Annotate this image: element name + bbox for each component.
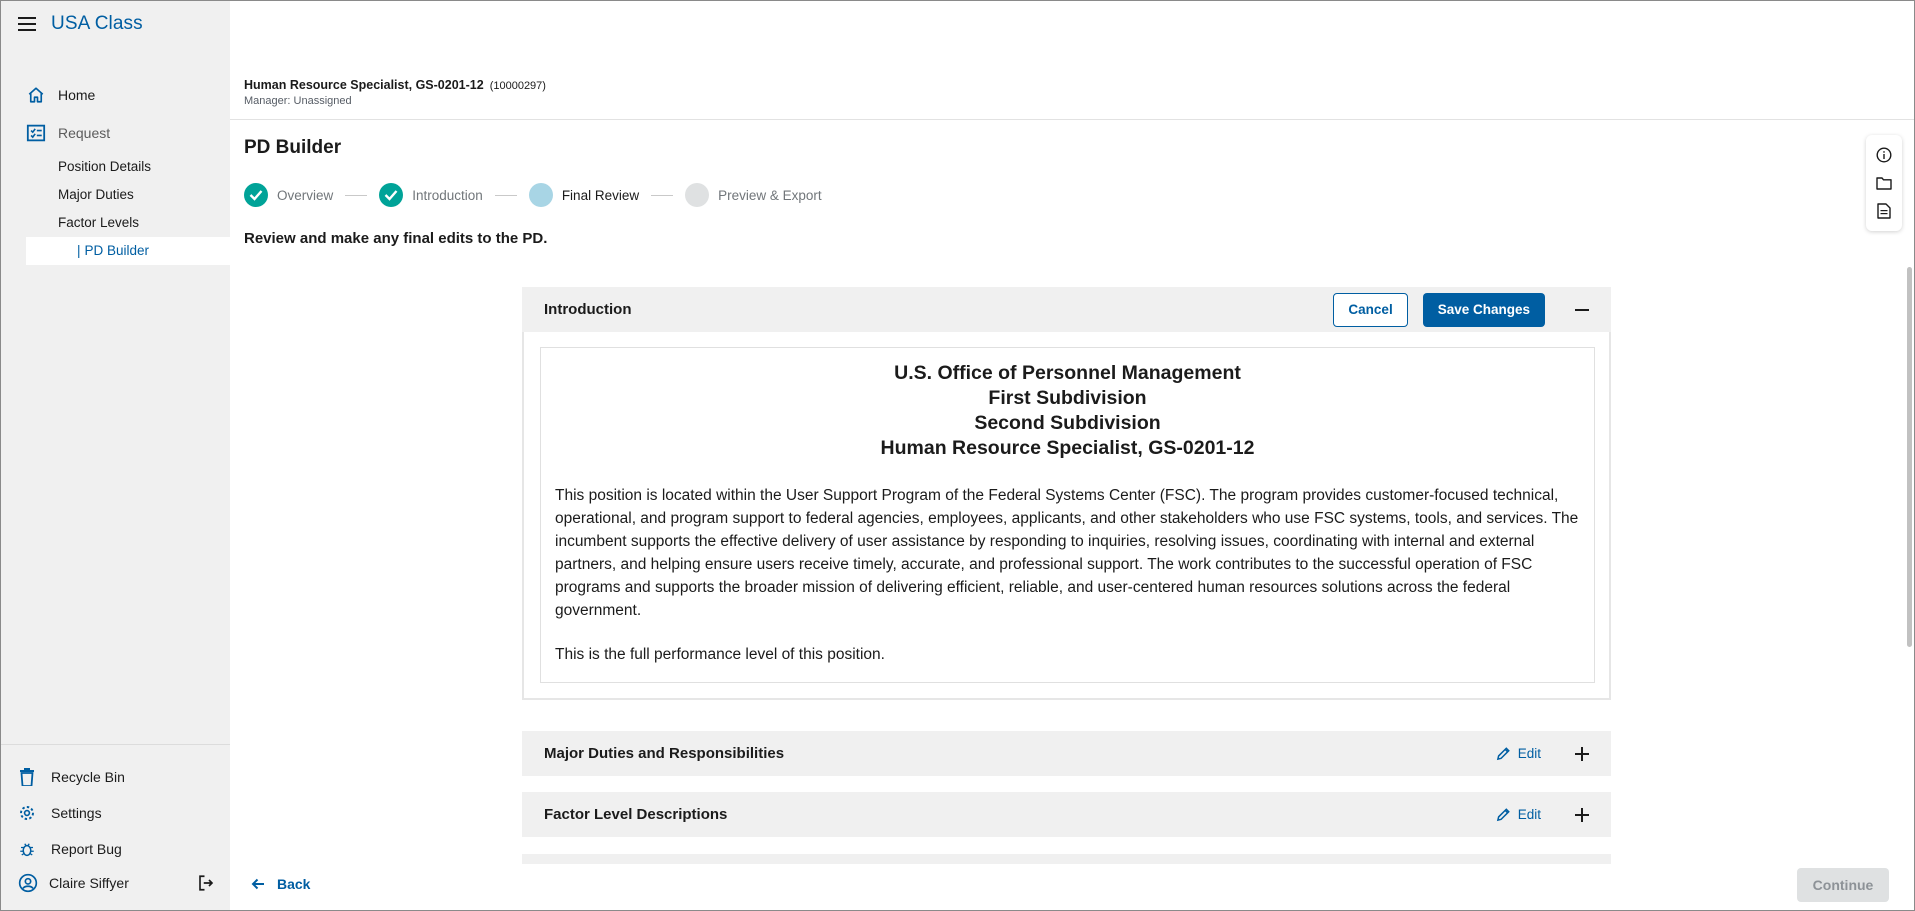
section-actions — [1496, 806, 1591, 824]
step-final-review[interactable] — [529, 183, 639, 207]
user-name: Claire Siffyer — [49, 875, 129, 891]
nav-item-home[interactable] — [1, 81, 230, 109]
nav-item-label: Settings — [51, 805, 102, 821]
back-button[interactable] — [251, 876, 310, 892]
document-icon[interactable] — [1874, 201, 1894, 221]
org-line: Human Resource Specialist, GS-0201-12 — [880, 437, 1255, 459]
edit-label: Edit — [1517, 807, 1541, 822]
org-line: First Subdivision — [988, 387, 1147, 409]
app-title[interactable]: USA Class — [51, 13, 143, 34]
main-nav — [1, 81, 230, 265]
position-name: Human Resource Specialist, GS-0201-12 — [244, 78, 484, 92]
step-label: Introduction — [412, 187, 483, 203]
step-separator — [495, 195, 517, 196]
current-step-icon — [529, 183, 553, 207]
gear-icon — [17, 803, 37, 823]
edit-label: Edit — [1517, 746, 1541, 761]
instruction-text: Review and make any final edits to the PD. — [244, 230, 548, 247]
info-icon[interactable] — [1874, 145, 1894, 165]
step-overview[interactable] — [244, 183, 333, 207]
expand-icon[interactable] — [1573, 806, 1591, 824]
nav-item-settings[interactable] — [1, 795, 230, 831]
edit-factors-button[interactable] — [1496, 807, 1541, 823]
manager-label: Manager: Unassigned — [244, 95, 352, 107]
nav-item-label: Report Bug — [51, 841, 122, 857]
tool-rail — [1866, 135, 1902, 231]
pending-step-icon — [685, 183, 709, 207]
pencil-icon — [1496, 746, 1512, 762]
position-id: (10000297) — [489, 80, 546, 92]
nav-item-report-bug[interactable] — [1, 831, 230, 867]
menu-icon[interactable] — [17, 14, 37, 34]
continue-button[interactable]: Continue — [1797, 868, 1889, 902]
factor-levels-section-header[interactable] — [522, 792, 1611, 837]
check-icon — [244, 183, 268, 207]
introduction-paragraph: This position is located within the User Support Program of the Federal Systems Center (FSC). The program provides customer-focused technical, operational, and program support to federal agencies, employees, applicants, and other stakeholders who use FSC systems, tools, and services. The incumbent supports the effective delivery of user assistance by responding to inquiries, resolving issues, coordinating with internal and external partners, and helping ensure users receive timely, accurate, and professional support. The work contributes to the successful operation of FSC programs and supports the broader mission of delivering efficient, reliable, and user-centered human resources solutions across the federal government. — [555, 487, 1579, 619]
org-line: Second Subdivision — [974, 412, 1161, 434]
section-actions — [1333, 293, 1591, 327]
progress-stepper — [244, 182, 822, 208]
major-duties-section-header[interactable] — [522, 731, 1611, 776]
expand-icon[interactable] — [1573, 745, 1591, 763]
step-separator — [345, 195, 367, 196]
nav-item-label: Request — [58, 125, 111, 141]
user-avatar-icon — [17, 872, 39, 894]
step-introduction[interactable] — [379, 183, 483, 207]
nav-item-label: Home — [58, 87, 96, 103]
next-section-header-partial — [522, 854, 1611, 864]
checklist-icon — [26, 123, 46, 143]
sidebar-bottom — [1, 744, 230, 899]
subnav-label: PD Builder — [84, 243, 150, 258]
nav-item-label: Recycle Bin — [51, 769, 125, 785]
step-label: Final Review — [561, 187, 640, 203]
edit-duties-button[interactable] — [1496, 746, 1541, 762]
back-label: Back — [277, 876, 311, 892]
save-changes-button[interactable]: Save Changes — [1423, 293, 1545, 327]
step-preview-export[interactable] — [685, 183, 822, 207]
section-actions — [1496, 745, 1591, 763]
active-indicator: | — [77, 243, 81, 258]
arrow-left-icon — [251, 876, 267, 892]
introduction-editor[interactable] — [540, 347, 1595, 683]
page-title: PD Builder — [244, 137, 342, 158]
introduction-section-header — [522, 287, 1611, 332]
step-label: Overview — [277, 187, 334, 203]
performance-level-paragraph: This is the full performance level of this position. — [555, 646, 885, 663]
sidebar — [1, 1, 230, 910]
position-title — [244, 78, 546, 92]
section-title: Major Duties and Responsibilities — [544, 745, 785, 762]
subnav-major-duties[interactable]: Major Duties — [58, 187, 134, 202]
subnav-factor-levels[interactable]: Factor Levels — [58, 215, 140, 230]
step-label: Preview & Export — [718, 187, 822, 203]
org-heading — [541, 361, 1594, 461]
subnav-pd-builder[interactable] — [26, 237, 230, 265]
nav-item-request[interactable] — [1, 119, 230, 147]
section-title: Factor Level Descriptions — [544, 806, 728, 823]
request-subnav — [1, 153, 230, 265]
folder-icon[interactable] — [1874, 173, 1894, 193]
user-info[interactable] — [17, 872, 129, 894]
check-icon — [379, 183, 403, 207]
nav-item-recycle-bin[interactable] — [1, 759, 230, 795]
collapse-icon[interactable] — [1573, 301, 1591, 319]
step-separator — [651, 195, 673, 196]
home-icon — [26, 85, 46, 105]
cancel-button[interactable]: Cancel — [1333, 293, 1407, 327]
user-row — [1, 867, 230, 899]
pencil-icon — [1496, 807, 1512, 823]
subnav-position-details[interactable]: Position Details — [58, 159, 152, 174]
trash-icon — [17, 767, 37, 787]
introduction-section-body — [522, 332, 1611, 700]
bug-icon — [17, 839, 37, 859]
scrollbar[interactable] — [1907, 267, 1912, 647]
logout-icon[interactable] — [196, 873, 216, 893]
section-title: Introduction — [544, 301, 632, 318]
brand — [17, 13, 143, 35]
org-line: U.S. Office of Personnel Management — [894, 362, 1241, 384]
page-header — [230, 1, 1914, 120]
